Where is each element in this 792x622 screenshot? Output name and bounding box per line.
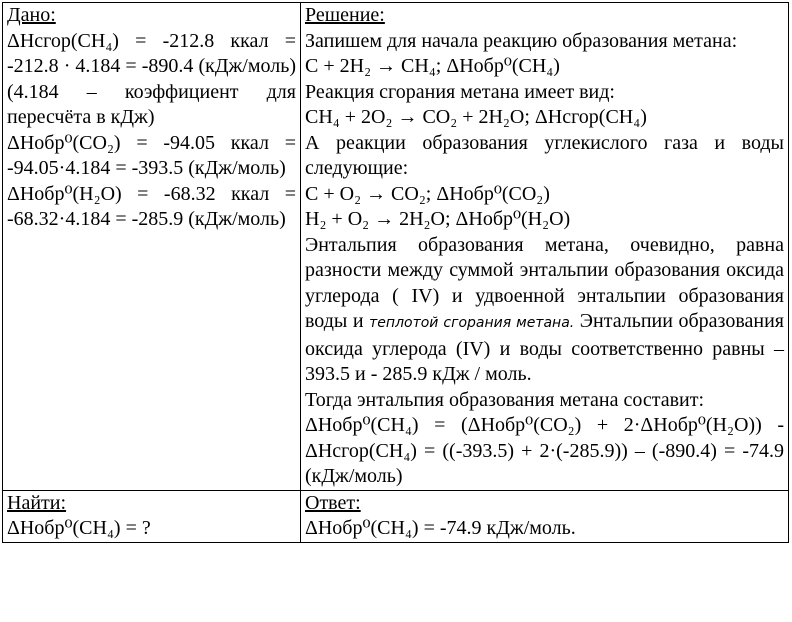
given-header: Дано:: [7, 4, 56, 26]
solution-paragraph-2: Реакция сгорания метана имеет вид:: [305, 80, 615, 103]
equation-h2o-formation: H₂ + O₂ → 2H₂O; ΔНобр⁰(H₂O): [305, 208, 571, 230]
solution-paragraph-5: Тогда энтальпия образования метана составит:: [305, 388, 705, 411]
solution-cell: [301, 3, 789, 491]
solution-table: [2, 2, 789, 543]
given-line-h2o: ΔНобр⁰(H₂O) = -68.32 ккал = -68.32·4.184 = -285.9 (кДж/моль): [7, 182, 296, 230]
solution-header: Решение:: [305, 4, 385, 26]
table-row-main: [3, 3, 789, 491]
given-line-co2: ΔНобр⁰(CO₂) = -94.05 ккал = -94.05·4.184 = -393.5 (кДж/моль): [7, 131, 296, 179]
given-line-combustion: ΔНсгор(CH₄) = -212.8 ккал = -212.8 · 4.184 = -890.4 (кДж/моль) (4.184 – коэффициент для пересчёта в кДж): [7, 29, 296, 128]
equation-co2-formation: C + O₂ → CO₂; ΔНобр⁰(CO₂): [305, 182, 550, 205]
solution-paragraph-1: Запишем для начала реакцию образования метана:: [305, 29, 738, 52]
equation-methane-combustion: CH₄ + 2O₂ → CO₂ + 2H₂O; ΔНсгор(CH₄): [305, 106, 647, 128]
solution-paragraph-3: А реакции образования углекислого газа и воды следующие:: [305, 131, 784, 179]
paragraph-4-italic: теплотой сгорания метана.: [369, 315, 575, 331]
find-header: Найти:: [7, 491, 67, 514]
solution-paragraph-4: [305, 233, 784, 388]
find-cell: [3, 490, 301, 542]
answer-header: Ответ:: [305, 491, 361, 514]
find-line: ΔНобр⁰(CH₄) = ?: [7, 517, 151, 539]
solution-final-calculation: ΔНобр⁰(CH₄) = (ΔНобр⁰(CO₂) + 2·ΔНобр⁰(H₂O)) - ΔНсгор(CH₄) = ((-393.5) + 2·(-285.9)) – (-890.4) = -74.9 (кДж/моль): [305, 414, 784, 487]
equation-methane-formation: C + 2H₂ → CH₄; ΔНобр⁰(CH₄): [305, 55, 560, 77]
answer-line: ΔНобр⁰(CH₄) = -74.9 кДж/моль.: [305, 517, 576, 539]
table-row-bottom: [3, 490, 789, 542]
answer-cell: [301, 490, 789, 542]
given-cell: [3, 3, 301, 491]
paragraph-4-tail: Энтальпии образования оксида углерода (IV) и воды соответственно равны – 393.5 и - 285.9 кДж / моль.: [305, 310, 784, 385]
paragraph-4-main: Энтальпия образования метана, очевидно, равна разности между суммой энтальпии образования оксида углерода ( IV) и удвоенной энтальпии образования воды и: [305, 233, 784, 332]
